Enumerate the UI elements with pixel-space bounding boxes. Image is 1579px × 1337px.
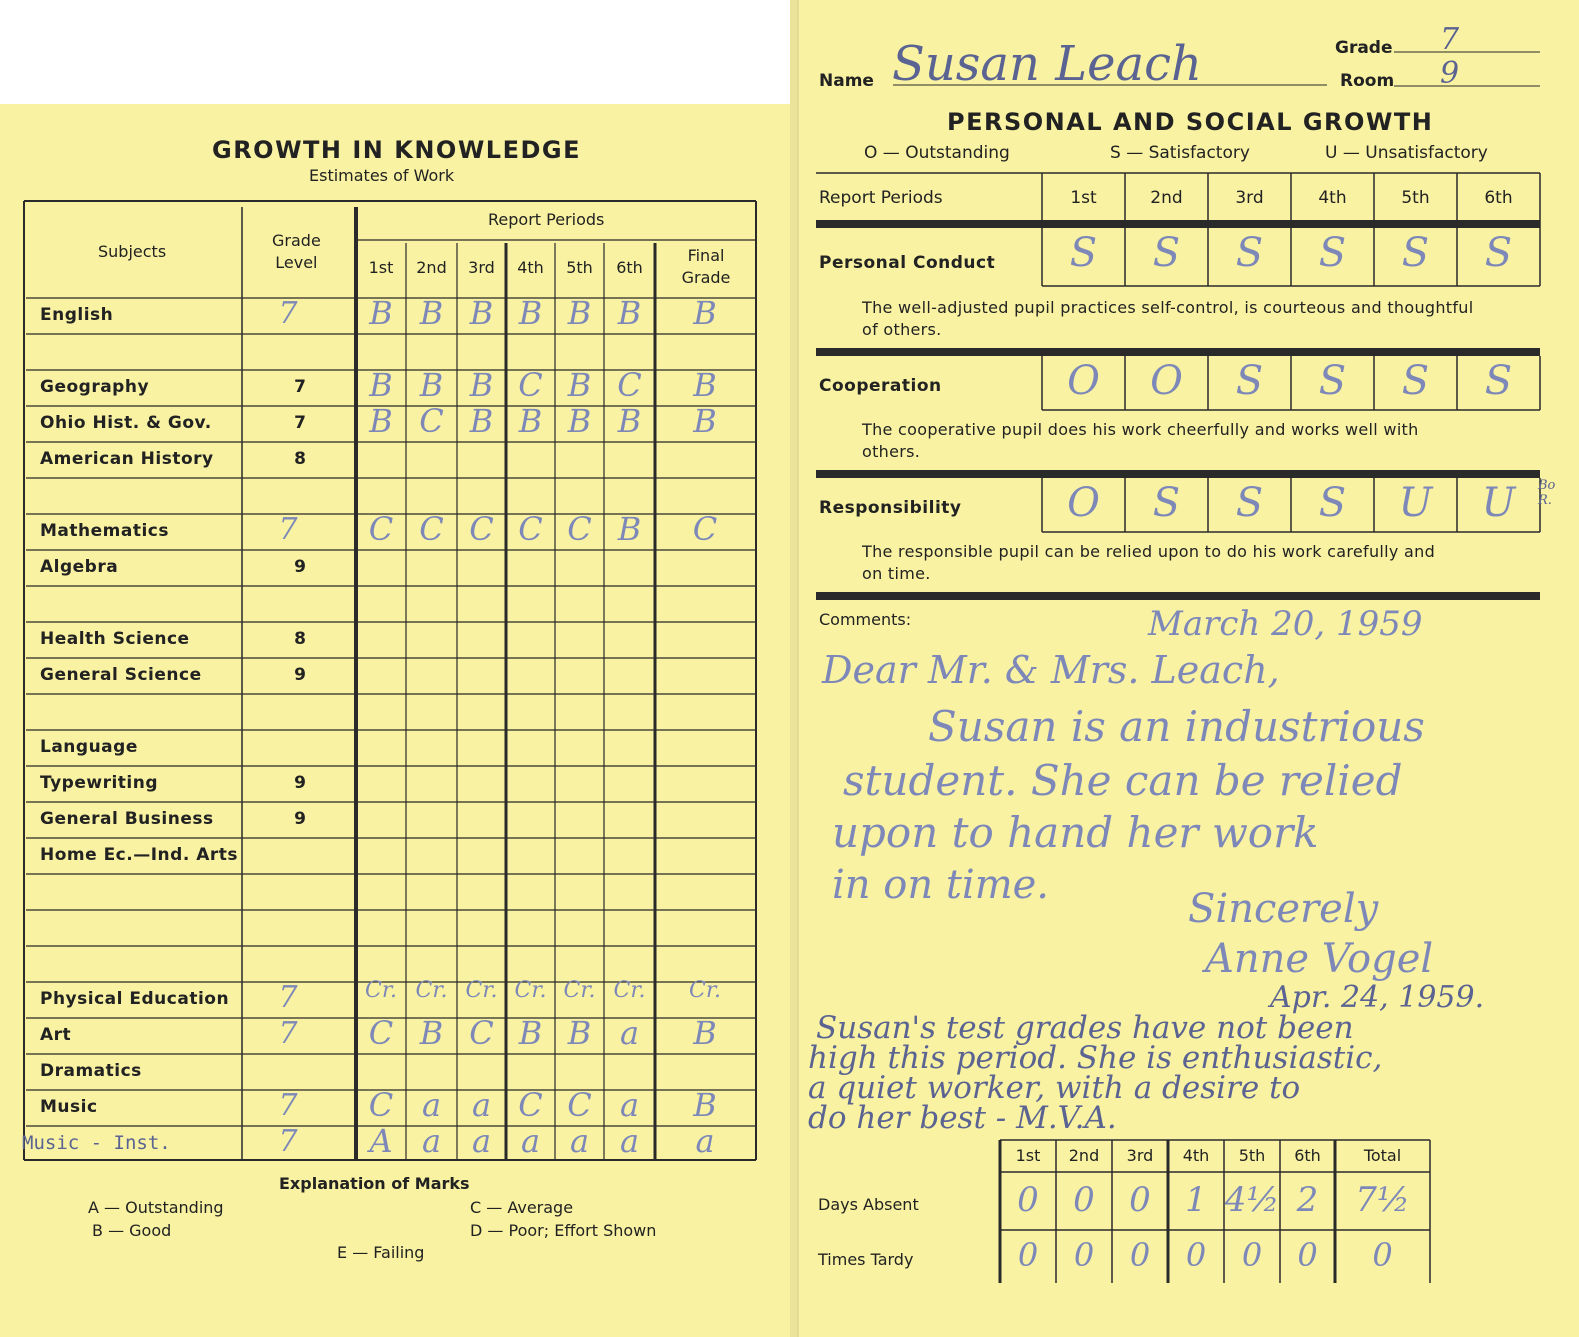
grade-level: 9 [294, 809, 306, 829]
grade-mark: A [369, 1122, 393, 1160]
grade-level: 9 [294, 773, 306, 793]
grade-mark: B [469, 294, 494, 332]
final-grade-mark: B [693, 1014, 717, 1052]
grade-label: Grade [1335, 38, 1393, 58]
times-tardy-value: 0 [1017, 1236, 1039, 1274]
grade-mark: a [471, 1086, 492, 1124]
comment1-signature: Anne Vogel [1205, 936, 1434, 982]
grade-mark: B [567, 366, 592, 404]
attendance-total-header: Total [1363, 1146, 1402, 1165]
subject-label: Mathematics [40, 521, 169, 541]
attendance-period-6: 6th [1294, 1146, 1321, 1165]
grade-level: 7 [278, 296, 298, 331]
times-tardy-value: 0 [1241, 1236, 1263, 1274]
grade-mark: Cr. [365, 978, 397, 1003]
trait-mark: S [1318, 480, 1347, 526]
subject-label: Music - Inst. [22, 1132, 171, 1154]
subject-label: Ohio Hist. & Gov. [40, 413, 212, 433]
grade-value: 7 [1440, 22, 1460, 57]
grade-mark: C [518, 510, 543, 548]
trait-description: others. [862, 442, 921, 461]
left-subtitle: Estimates of Work [309, 166, 455, 185]
grade-level: 7 [278, 980, 298, 1015]
final-grade-mark: B [693, 294, 717, 332]
grade-mark: Cr. [613, 978, 646, 1003]
grade-mark: B [369, 294, 393, 332]
grade-mark: a [619, 1086, 640, 1124]
trait-mark: S [1069, 230, 1098, 276]
grade-mark: B [567, 1014, 592, 1052]
grade-mark: a [520, 1122, 541, 1160]
comment2-date: Apr. 24, 1959. [1270, 980, 1485, 1015]
subject-label: English [40, 305, 114, 325]
grade-mark: C [518, 366, 543, 404]
grade-mark: B [617, 294, 642, 332]
grade-level: 9 [294, 665, 306, 685]
grade-mark: B [419, 294, 444, 332]
grade-level: 7 [278, 512, 298, 547]
subject-label: Typewriting [40, 773, 159, 793]
grade-mark: C [567, 510, 592, 548]
mark-e: E — Failing [337, 1243, 425, 1262]
subject-label: Home Ec.—Ind. Arts [40, 845, 238, 865]
trait-label: Responsibility [819, 498, 962, 518]
comment1-line4: upon to hand her work [832, 808, 1319, 857]
times-tardy-value: 0 [1185, 1236, 1207, 1274]
grade-mark: a [421, 1122, 442, 1160]
grade-level: 7 [294, 377, 306, 397]
report-periods-header: Report Periods [488, 210, 605, 229]
subject-label: Music [40, 1097, 98, 1117]
subjects-header: Subjects [98, 242, 167, 261]
final-grade-mark: a [695, 1122, 715, 1160]
subject-label: General Science [40, 665, 202, 685]
grade-level: 8 [294, 629, 306, 649]
grade-mark: C [567, 1086, 592, 1124]
right-title: PERSONAL AND SOCIAL GROWTH [947, 108, 1434, 136]
grade-mark: B [469, 366, 494, 404]
trait-mark: S [1318, 230, 1347, 276]
grade-mark: B [369, 366, 393, 404]
trait-description: The responsible pupil can be relied upon to do his work carefully and [862, 542, 1436, 561]
room-label: Room [1340, 71, 1395, 91]
legend-u: U — Unsatisfactory [1325, 143, 1488, 163]
grade-mark: C [368, 510, 394, 548]
grade-mark: a [619, 1014, 640, 1052]
grade-mark: B [567, 294, 592, 332]
times-tardy-value: 0 [1297, 1236, 1318, 1274]
grade-mark: B [617, 402, 642, 440]
grade-mark: Cr. [514, 978, 547, 1003]
times-tardy-value: 0 [1129, 1236, 1151, 1274]
attendance-period-3: 3rd [1126, 1146, 1154, 1165]
grade-mark: B [419, 366, 444, 404]
trait-period-header-3: 3rd [1235, 188, 1264, 208]
comment2-line4: do her best - M.V.A. [808, 1100, 1117, 1136]
trait-period-header-4: 4th [1318, 188, 1347, 208]
grade-mark: B [518, 402, 543, 440]
subject-label: Dramatics [40, 1061, 142, 1081]
trait-description: The well-adjusted pupil practices self-control, is courteous and thoughtful [862, 298, 1474, 317]
attendance-period-2: 2nd [1068, 1146, 1100, 1165]
grade-mark: B [369, 402, 393, 440]
grade-mark: C [419, 510, 444, 548]
grade-mark: a [471, 1122, 492, 1160]
days-absent-value: 0 [1017, 1180, 1039, 1220]
grade-mark: C [518, 1086, 543, 1124]
name-label: Name [819, 71, 874, 91]
grade-mark: Cr. [415, 978, 448, 1003]
days-absent-value: 7½ [1355, 1180, 1410, 1220]
period-header-5: 5th [566, 258, 593, 277]
days-absent-value: 2 [1296, 1180, 1319, 1220]
mark-b: B — Good [92, 1221, 172, 1240]
trait-description: on time. [862, 564, 931, 583]
trait-description: The cooperative pupil does his work cheerfully and works well with [862, 420, 1419, 439]
comment1-line3: student. She can be relied [843, 756, 1403, 805]
grade-mark: a [569, 1122, 590, 1160]
days-absent-value: 4½ [1224, 1180, 1280, 1220]
trait-mark: U [1398, 480, 1433, 526]
days-absent-label: Days Absent [818, 1195, 919, 1214]
grade-level: 9 [294, 557, 306, 577]
trait-mark: S [1152, 230, 1181, 276]
trait-mark: O [1150, 358, 1183, 404]
grade-level: 7 [278, 1088, 298, 1123]
comment1-date: March 20, 1959 [1148, 604, 1423, 644]
trait-mark: S [1152, 480, 1181, 526]
period-header-2: 2nd [416, 258, 447, 277]
subject-label: Physical Education [40, 989, 230, 1009]
times-tardy-value: 0 [1073, 1236, 1095, 1274]
comment1-line5: in on time. [832, 862, 1050, 908]
subject-label: Algebra [40, 557, 119, 577]
trait-description: of others. [862, 320, 942, 339]
grade-mark: C [419, 402, 444, 440]
comments-label: Comments: [819, 610, 912, 629]
grade-mark: C [469, 510, 494, 548]
grade-mark: B [567, 402, 592, 440]
trait-mark: S [1484, 358, 1513, 404]
attendance-period-4: 4th [1182, 1146, 1210, 1165]
final-grade-mark: C [692, 510, 718, 548]
student-name: Susan Leach [892, 36, 1202, 92]
trait-mark: S [1235, 480, 1264, 526]
trait-mark: S [1235, 358, 1264, 404]
grade-mark: a [619, 1122, 640, 1160]
comment2-line1: Susan's test grades have not been [816, 1010, 1354, 1046]
subject-label: Health Science [40, 629, 190, 649]
days-absent-value: 1 [1185, 1180, 1207, 1220]
subject-label: American History [40, 449, 214, 469]
period-header-1: 1st [368, 258, 394, 277]
comment1-line1: Dear Mr. & Mrs. Leach, [822, 648, 1280, 692]
times-tardy-label: Times Tardy [818, 1250, 914, 1269]
explanation-title: Explanation of Marks [279, 1174, 470, 1193]
grade-level-header: Grade Level [272, 231, 321, 272]
grade-mark: B [469, 402, 494, 440]
legend-o: O — Outstanding [864, 143, 1010, 163]
report-periods-label: Report Periods [819, 188, 943, 208]
grade-level: 7 [278, 1016, 298, 1051]
period-header-4: 4th [517, 258, 544, 277]
comment2-line3: a quiet worker, with a desire to [808, 1070, 1301, 1106]
trait-period-header-2: 2nd [1150, 188, 1183, 208]
subject-label: Art [40, 1025, 72, 1045]
margin-note: Bo R. [1538, 478, 1556, 508]
grade-mark: Cr. [563, 978, 596, 1003]
trait-period-header-6: 6th [1484, 188, 1513, 208]
final-grade-mark: B [693, 366, 717, 404]
final-grade-mark: B [693, 1086, 717, 1124]
grade-mark: B [617, 510, 642, 548]
trait-period-header-5: 5th [1401, 188, 1430, 208]
trait-mark: O [1067, 358, 1100, 404]
grade-mark: Cr. [465, 978, 498, 1003]
trait-period-header-1: 1st [1070, 188, 1097, 208]
final-grade-header: Final Grade [681, 246, 731, 287]
comment1-closing: Sincerely [1188, 886, 1379, 932]
trait-mark: S [1484, 230, 1513, 276]
trait-mark: U [1481, 480, 1516, 526]
comment2-line2: high this period. She is enthusiastic, [808, 1040, 1383, 1076]
subject-label: Geography [40, 377, 150, 397]
days-absent-value: 0 [1073, 1180, 1095, 1220]
period-header-6: 6th [616, 258, 643, 277]
grade-mark: B [419, 1014, 444, 1052]
left-title: GROWTH IN KNOWLEDGE [212, 136, 581, 164]
mark-a: A — Outstanding [88, 1198, 224, 1217]
grade-level: 7 [278, 1124, 298, 1159]
comment1-line2: Susan is an industrious [928, 702, 1425, 751]
trait-mark: S [1318, 358, 1347, 404]
grade-mark: C [469, 1014, 494, 1052]
attendance-period-1: 1st [1015, 1146, 1041, 1165]
final-grade-mark: Cr. [689, 978, 721, 1003]
attendance-period-5: 5th [1238, 1146, 1266, 1165]
legend-s: S — Satisfactory [1110, 143, 1250, 163]
grade-mark: B [518, 1014, 543, 1052]
days-absent-value: 0 [1129, 1180, 1151, 1220]
period-header-3: 3rd [468, 258, 495, 277]
subject-label: General Business [40, 809, 214, 829]
mark-c: C — Average [470, 1198, 574, 1217]
grade-mark: C [368, 1014, 394, 1052]
trait-mark: S [1235, 230, 1264, 276]
grade-mark: C [617, 366, 642, 404]
times-tardy-value: 0 [1372, 1236, 1393, 1274]
trait-mark: S [1401, 358, 1430, 404]
grade-level: 8 [294, 449, 306, 469]
room-value: 9 [1440, 56, 1460, 91]
mark-d: D — Poor; Effort Shown [470, 1221, 657, 1240]
trait-mark: O [1067, 480, 1100, 526]
grade-mark: C [368, 1086, 394, 1124]
grade-level: 7 [294, 413, 306, 433]
grade-mark: a [421, 1086, 442, 1124]
trait-label: Personal Conduct [819, 253, 996, 273]
trait-label: Cooperation [819, 376, 942, 396]
trait-mark: S [1401, 230, 1430, 276]
final-grade-mark: B [693, 402, 717, 440]
subject-label: Language [40, 737, 138, 757]
grade-mark: B [518, 294, 543, 332]
